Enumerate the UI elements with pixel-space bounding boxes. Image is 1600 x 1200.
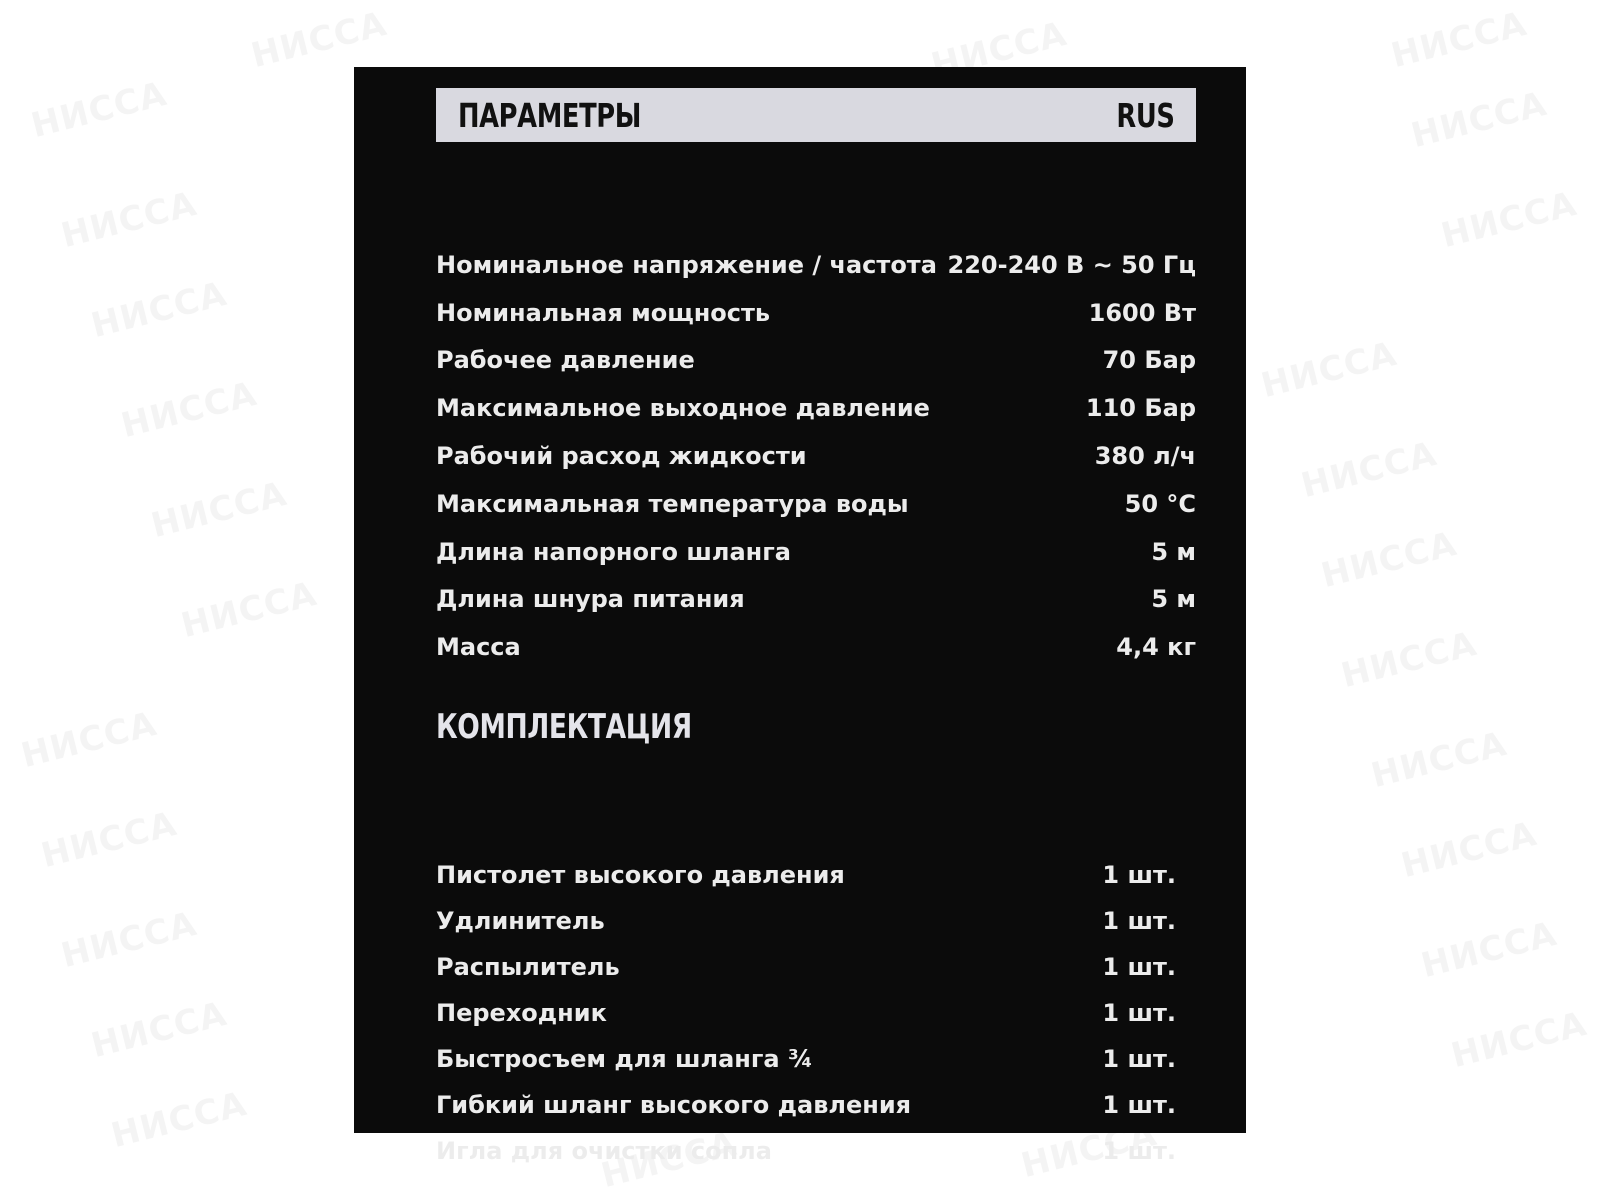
watermark-text	[27, 74, 171, 146]
watermark-text	[87, 274, 231, 346]
watermark-text	[147, 474, 291, 546]
watermark-text	[37, 804, 181, 876]
parameter-label: Масса	[436, 633, 521, 662]
parameter-value: 220-240 В ~ 50 Гц	[947, 250, 1196, 279]
watermark-text	[107, 1084, 251, 1156]
parameters-list	[436, 241, 1196, 671]
kit-item-quantity: 1 шт.	[1102, 999, 1176, 1027]
kit-item-row	[436, 944, 1176, 990]
parameter-row	[436, 289, 1196, 337]
watermark-text	[1297, 434, 1441, 506]
kit-item-row	[436, 898, 1176, 944]
kit-item-quantity: 1 шт.	[1102, 1091, 1176, 1119]
kit-item-row	[436, 990, 1176, 1036]
kit-item-row	[436, 1036, 1176, 1082]
kit-item-label: Гибкий шланг высокого давления	[436, 1091, 912, 1119]
watermark-text	[1367, 724, 1511, 796]
parameter-row	[436, 241, 1196, 289]
kit-item-quantity: 1 шт.	[1102, 1045, 1176, 1073]
kit-item-quantity: 1 шт.	[1102, 953, 1176, 981]
parameter-label: Рабочее давление	[436, 346, 695, 375]
kit-item-quantity: 1 шт.	[1102, 1137, 1176, 1165]
watermark-text	[177, 574, 321, 646]
watermark-text	[1407, 84, 1551, 156]
watermark-text	[1257, 334, 1401, 406]
kit-item-quantity: 1 шт.	[1102, 907, 1176, 935]
parameter-label: Номинальная мощность	[436, 298, 771, 327]
watermark-text	[1337, 624, 1481, 696]
kit-list	[436, 852, 1176, 1174]
parameter-row	[436, 528, 1196, 576]
parameter-value: 380 л/ч	[1094, 442, 1196, 471]
watermark-text	[1417, 914, 1561, 986]
watermark-text	[117, 374, 261, 446]
watermark-text	[87, 994, 231, 1066]
parameter-row	[436, 337, 1196, 385]
parameter-row	[436, 432, 1196, 480]
parameter-label: Максимальная температура воды	[436, 489, 909, 518]
spec-sheet-panel	[354, 67, 1246, 1165]
parameter-value: 110 Бар	[1085, 394, 1196, 423]
language-code: RUS	[1115, 95, 1174, 135]
parameter-label: Максимальное выходное давление	[436, 394, 930, 423]
watermark-text	[57, 904, 201, 976]
watermark-text	[1447, 1004, 1591, 1076]
watermark-text	[1387, 4, 1531, 76]
parameter-row	[436, 384, 1196, 432]
watermark-text	[1317, 524, 1461, 596]
parameter-label: Номинальное напряжение / частота	[436, 250, 937, 279]
parameter-value: 4,4 кг	[1116, 633, 1196, 662]
parameter-row	[436, 576, 1196, 624]
kit-item-label: Игла для очистки сопла	[436, 1137, 772, 1165]
kit-item-label: Удлинитель	[436, 907, 605, 935]
parameter-value: 5 м	[1151, 585, 1196, 614]
kit-item-quantity: 1 шт.	[1102, 861, 1176, 889]
kit-item-row	[436, 1082, 1176, 1128]
kit-item-row	[436, 852, 1176, 898]
kit-item-label: Пистолет высокого давления	[436, 861, 845, 889]
parameters-heading: ПАРАМЕТРЫ	[458, 95, 642, 135]
watermark-text	[1397, 814, 1541, 886]
parameter-value: 1600 Вт	[1088, 298, 1196, 327]
watermark-text	[17, 704, 161, 776]
parameter-label: Длина шнура питания	[436, 585, 745, 614]
parameter-label: Рабочий расход жидкости	[436, 442, 807, 471]
kit-item-label: Распылитель	[436, 953, 620, 981]
kit-item-label: Переходник	[436, 999, 607, 1027]
watermark-text	[247, 4, 391, 76]
kit-item-row	[436, 1128, 1176, 1174]
parameter-row	[436, 480, 1196, 528]
parameters-header-bar	[436, 88, 1196, 142]
watermark-text	[57, 184, 201, 256]
kit-heading: КОМПЛЕКТАЦИЯ	[436, 707, 692, 747]
parameter-row	[436, 623, 1196, 671]
parameter-label: Длина напорного шланга	[436, 537, 791, 566]
parameter-value: 5 м	[1151, 537, 1196, 566]
parameter-value: 50 °C	[1124, 489, 1196, 518]
watermark-text	[1437, 184, 1581, 256]
kit-item-label: Быстросъем для шланга ¾	[436, 1045, 813, 1073]
parameter-value: 70 Бар	[1102, 346, 1196, 375]
